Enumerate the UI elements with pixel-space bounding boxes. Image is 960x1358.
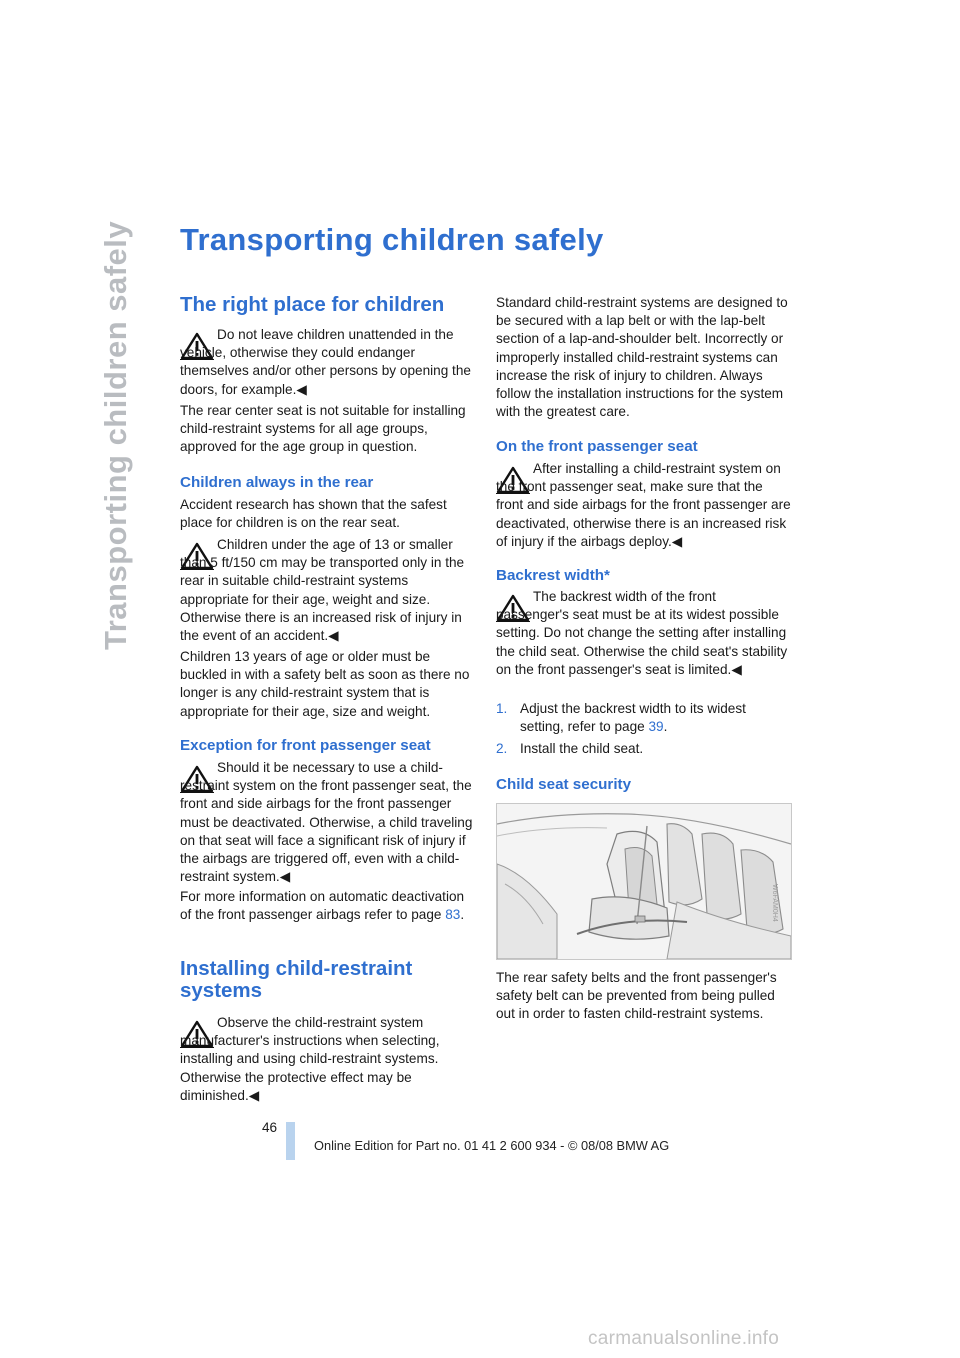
para-accident-research: Accident research has shown that the safest place for children is on the rear seat. [180,497,447,531]
para-standard-systems: Standard child-restraint systems are designed to be secured with a lap belt or with the lap-belt section of a lap-and-shoulder belt. Incorrectly or improperly installed child-restraint systems can increase the risk of injury to children. Always follow the installation instructions for the system with the greatest care. [496,295,788,420]
page-number: 46 [262,1120,278,1135]
para-more-info-text: For more information on automatic deactivation of the front passenger airbags refer to page [180,889,465,923]
warning-text-exception: Should it be necessary to use a child-restraint system on the front passenger seat, the front and side airbags for the front passenger must be deactivated. Otherwise, a child traveling on that seat will face a significant risk of injury if the airbags are triggered off, even with a child-restraint system.◀ [180,760,473,885]
step-2 [496,740,791,758]
warning-text-backrest: The backrest width of the front passenger's seat must be at its widest possible setting. Do not change the setting after installing the child seat. Otherwise the child seat's stability on the front passenger's seat is limited.◀ [496,589,788,677]
heading-right-place: The right place for children [180,293,445,316]
warning-text-unattended: Do not leave children unattended in the vehicle, otherwise they could endanger themselves and/or other persons by opening the doors, for example.◀ [180,327,471,397]
car-interior-illustration [497,804,791,959]
heading-backrest-width: Backrest width* [496,567,610,584]
para-rear-center-seat: The rear center seat is not suitable for installing child-restraint systems for all age groups, approved for the age group in question. [180,403,466,455]
step-1 [496,700,791,736]
heading-installing-line1: Installing child-restraint [180,957,413,980]
figure-code: W6FAM0H4 [771,884,778,922]
figure-child-seat [496,803,792,960]
footer-edition: Online Edition for Part no. 01 41 2 600 934 - © 08/08 BMW AG [314,1138,670,1153]
step-1-text-body: Adjust the backrest width to its widest setting, refer to page [520,701,746,735]
heading-children-rear: Children always in the rear [180,474,374,491]
heading-installing [180,958,412,1002]
heading-front-passenger-seat: On the front passenger seat [496,438,698,455]
warning-text-installing: Observe the child-restraint system manufacturer's instructions when selecting, installing and using child-restraint systems. Otherwise the protective effect may be diminished.◀ [180,1015,440,1103]
para-more-info [180,888,475,924]
step-1-number: 1. [496,701,508,716]
warning-text-front-passenger: After installing a child-restraint system on the front passenger seat, make sure that the front and side airbags for the front passenger are deactivated, otherwise there is an increased risk of injury if the airbags deploy.◀ [496,461,791,549]
step-2-number: 2. [496,741,508,756]
page-link-83[interactable]: 83 [445,907,461,923]
heading-exception: Exception for front passenger seat [180,737,431,754]
step-2-text: Install the child seat. [520,741,644,756]
page-title: Transporting children safely [180,222,604,257]
para-more-info-end: . [460,907,465,923]
heading-installing-line2: systems [180,979,263,1002]
heading-child-seat-security: Child seat security [496,776,632,793]
watermark: carmanualsonline.info [588,1328,780,1349]
para-buckled-in: Children 13 years of age or older must be buckled in with a safety belt as soon as there no longer is any child-restraint system that is appropriate for their age, size and weight. [180,649,470,719]
side-running-title [98,220,168,650]
para-belts-prevented: The rear safety belts and the front passenger's safety belt can be prevented from being pulled out in order to fasten child-restraint systems. [496,970,777,1022]
warning-text-age-13: Children under the age of 13 or smaller than 5 ft/150 cm may be transported only in the rear in suitable child-restraint systems appropriate for their age, weight and size. Otherwise there is an increased risk of injury in the event of an accident.◀ [180,537,465,644]
footer-accent-bar [286,1122,295,1160]
step-1-text-end: . [663,719,668,735]
step-1-text [520,700,791,736]
page-link-39[interactable]: 39 [648,719,664,735]
side-title-text: Transporting children safely [98,220,133,650]
